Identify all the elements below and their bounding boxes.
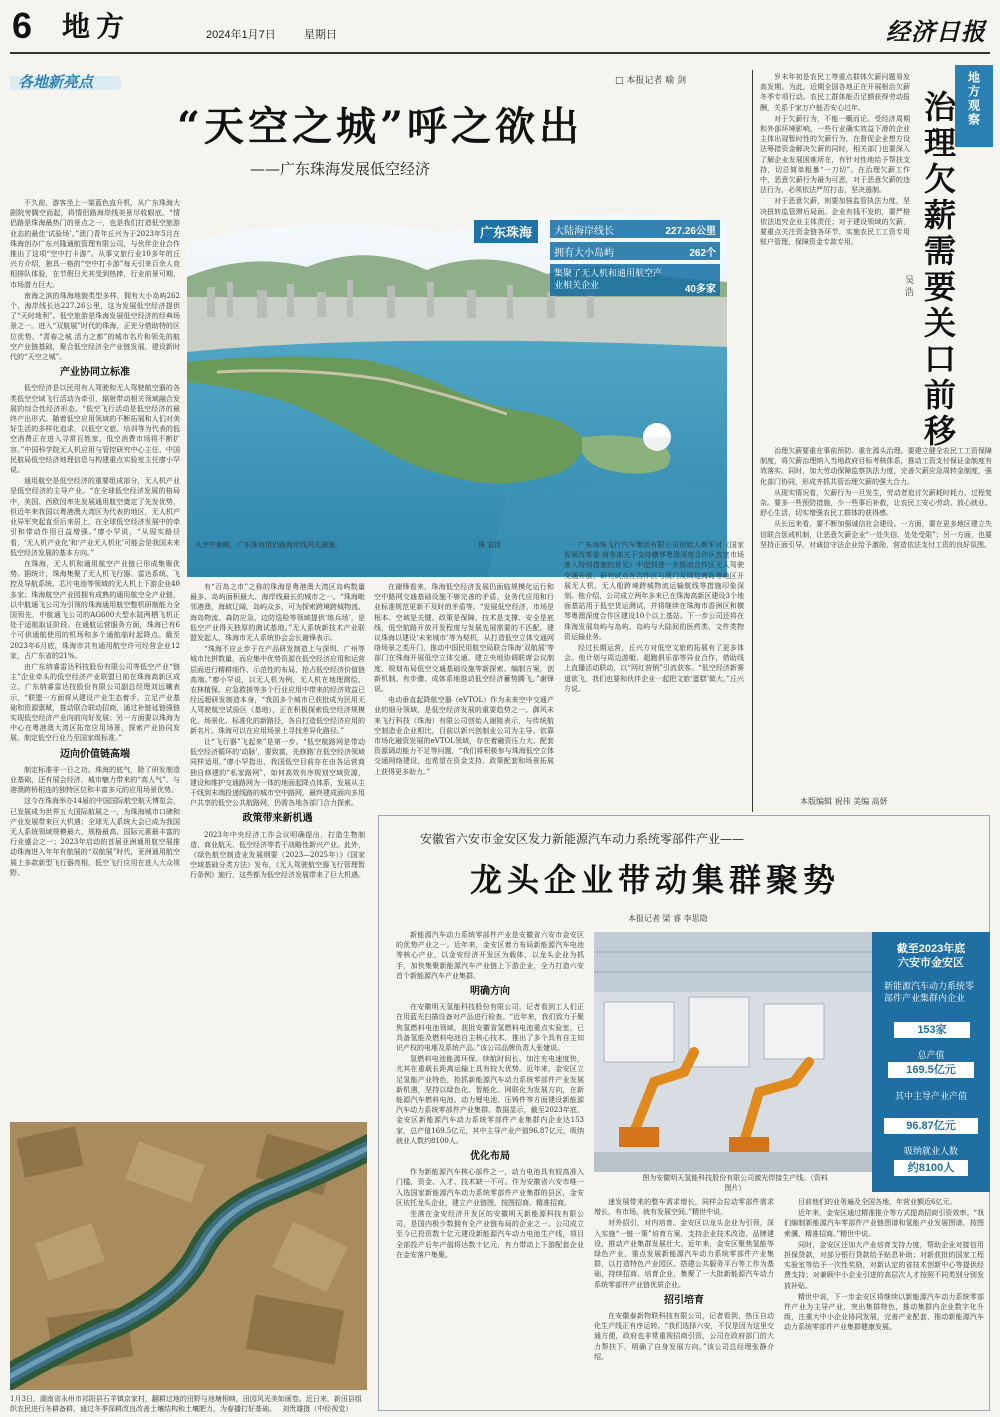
subhead: 政策带来新机遇: [242, 813, 313, 825]
story2-byline: 本报记者 梁 睿 李思隐: [628, 914, 708, 923]
photo-caption: 从空中俯瞰，广东珠海情侣路海岸线风光旖旎。: [195, 541, 342, 549]
column-tag-label: 各地新亮点: [18, 73, 94, 91]
story2-column-2: 速发展带来的整车需求增长，同样会拉动零部件需求增长，有市场，就有发展空间。”精世中说。 对外招引，对内培育。金安区以龙头企业为引领，深入实施“一链一策”培育方案，支持企业技术改造、品牌建设，推动产业集群发展壮大。近年来，金安区聚焦氢能等绿色产业，重点发展新能源汽车动力系统零部件产业集群，以打造特色产业园区、搭建公共服务平台等工作为基础，持续招商、培育企业，集聚了一大批新能源汽车动力系统零部件产业链优质企业。 招引培育 在安徽泰新物联科技有限公司，记者看到，热压自动化生产线正有序运转。“我们选择六安，不仅是因为这里交通方便，政府也非常重视招商引资，公司在政府部门的大力帮扶下，明确了自身发展方向。”该公司总经理张静介绍。: [594, 1198, 774, 1361]
farmland-photo: [10, 1122, 367, 1390]
story1-column-4: 广东海珠飞行汽车集团有限公司创始人颜军对《国家发展改革委 商务部关于支持横琴粤澳深度合作区放宽市场准入特别措施的意见》中提到进一步推动合作区无人驾驶交通开放，研究试点在合作区与澳门及周边海岛等地区开展无人机、无人船跨境跨城物流运输航线等措施印象深刻。他介绍，公司成立两年多来已在珠海高新区建设3个地面基站用于低空货运测试，并将继续在珠海市香洲区和横琴粤澳深度合作区建设10个以上基站。下一步公司还将在珠海发展岛屿与岛屿、岛屿与大陆间的医药类、文件类物资运输业务。 经过长期运营，丘兴方对低空文旅的拓展有了更多体会。他计划与周边游艇、超跑俱乐部等异业合作，借助线上直播活动联动，以“网红营销”引流获客。“低空经济新赛道欲飞，我们也要和伙伴企业一起把文旅‘蛋糕’做大。”丘兴方说。: [564, 541, 744, 693]
infographic-place: 广东珠海: [474, 220, 538, 243]
farmland-credit: 刘贵雄摄（中经视觉）: [282, 1405, 353, 1413]
column-tag: [10, 70, 122, 92]
story1-infographic: [480, 210, 725, 320]
opinion-divider: [752, 70, 753, 812]
opinion-author: 吴 浩: [903, 275, 913, 296]
infographic-row: 拥有大小岛屿 262个: [550, 242, 720, 260]
infographic-row: 大陆海岸线长 227.26公里: [550, 220, 720, 238]
story2-kicker: 安徽省六安市金安区发力新能源汽车动力系统零部件产业——: [420, 832, 745, 846]
subhead: 产业协同立标准: [60, 367, 130, 379]
story1-column-1: 不久前，游客坐上一架蓝色直升机，从广东珠海大剧院旁腾空而起，将情侣路海岸线美景尽收眼底。“情侣路是珠海最热门的景点之一，也是我们打造低空旅游业态的最佳‘试验场’。”澳门青年丘兴为于2023年5月在珠海创办广东兴隆通航管理有限公司，与伙伴企业合作推出了这项“空中打卡游”。从事文旅行业10多年的丘兴方介绍，独具一格的“空中打卡游”每天引来百余人竞相排队体验，在节假日尤其受到热捧，行业前景可期，市场潜力巨大。 南海之滨的珠海地貌类型多样，拥有大小岛屿262个，海岸线长达227.26公里，这为发展低空经济提供了“天时地利”。低空旅游是珠海发展低空经济的经典场景之一。进入“双航展”时代的珠海，正充分借助特的区位优势、“青春之城 活力之都”的城市名片和领先的航空产业链基础，聚合低空经济全产业链发展，建设新时代的“天空之城”。 产业协同立标准 低空经济是以民用有人驾驶和无人驾驶航空器的各类低空空域飞行活动为牵引，辐射带动相关领域融合发展的综合性经济形态。“低空飞行活动是低空经济的最终产出形式。随着低空应用领域的不断拓展和人们对美好生活的多样化追求，以低空文旅、培训等为代表的低空消费正在进入寻常百姓家，低空消费市场将不断扩容。”中国科学院无人机应用与管控研究中心主任、中国民航局低空经济地理信息与构建重点实验室主任廖小罕说。 通用航空是低空经济的重要组成部分，无人机产业是低空经济的主导产业。“在全球低空经济发展的格局中，美国、西欧因率先发展通用航空奠定了先发优势，但近年来我国以粤港澳大湾区为代表的地区，无人机产业异军突起直至后来居上，在全球低空经济发展中的牵引和带动作用日益增强。”廖小罕说，“从现实路径看，‘无人机产业化’和‘产业无人机化’可能会是我国未来低空经济发展的基本方向。” 在珠海，无人机和通用航空产业链已形成集聚优势。据统计，珠海集聚了无人机飞行器、雷达系统、飞控及导航系统、芯片电池等领域的无人机上下游企业40多家；珠海航空产业园拥有成熟的通用航空全产业链，以中航通飞公司为引领的珠海通用航空整机研制能力全国领先，中航通飞公司的AG600大型水陆两栖飞机正处于适航取证阶段。在通航运营服务方面，珠海已有6个可供通航使用的机场和多个通航临时起降点。截至2023年6月底，珠海市共有通用航空许可经营企业12家，占广东省的21%。 由广东纳睿雷达科技股份有限公司等低空产业“链主”企业牵头的低空经济产业联盟日前在珠海高新区成立。广东纳睿雷达技股份有限公司副总经理刘远曦表示，“联盟一方面将从建设产业生态着手，立足产业基础和资源禀赋，推动联合联动招商，通过补链延链强链实现低空经济产业向前向好发展；另一方面要以珠海为中心在粤港澳大湾区拓宽应用场景，探索产业协同发展，制定低空行业乃至国家级标准。” 迈向价值链高端 制定标准非一日之功。珠海的底气，除了研发制造业基础，还有展会经济、城市魅力带来的“高人气”、与港澳跨桥相连的独特区位和丰富多元的应用场景优势。 这今在珠海举办14届的中国国际航空航天博览会，已发展成为世界五大国际航展之一，为珠海城市口碑和产业发展带来巨大机遇；全球无人系统大会已成为我国无人系统领域规模最大、规格最高、国际元素最丰富的行业盛会之一；2023年启动的首届亚洲通用航空展推动珠海进入年年有航展的“双航展”时代，亚洲通用航空展上多款新型飞行器亮相，低空飞行应用在进入大众视野。: [10, 199, 180, 877]
masthead: [10, 6, 990, 52]
story2-column-1: 新能源汽车动力系统零部件产业是安徽省六安市金安区的优势产业之一。近年来，金安区着力布局新能源汽车电池等核心产业，以金安经济开发区为载体，以龙头企业为抓手，加快集聚新能源汽车产业链上下游企业，全力打造六安首个新能源汽车产业集群。 明确方向 在安徽明天氢能科技股份有限公司，记者看到工人们正在用蓝光扫描设备对产品进行检查。“近年来，我们致力于聚焦氢燃料电池领域，获批安徽省氢燃料电池重点实验室，已具备氢能及燃料电池自主核心技术，推出了多个具有自主知识产权的电堆及系统产品。”该公司品牌负责人张婕说。 氢燃料电池能源环保、续航时间长、加注充电速度快，尤其在重载长距离运输上具有较大优势。近年来，金安区立足氢能产业特色，抢抓新能源汽车动力系统零部件产业发展新机遇，坚持以绿色化、智能化、网联化为发展方向，在新能源汽车燃料电池、动力锂电池、压铸件等方面建设新能源汽车动力系统零部件产业集群。数据显示，截至2023年底，金安区新能源汽车动力系统零部件产业集群内企业达153家，总产值169.5亿元，其中主导产业产值96.87亿元，吸纳就业人数约8100人。 优化布局 作为新能源汽车核心部件之一，动力电池具有较高准入门槛，资金、人才、技术缺一不可。作为安徽省六安市唯一入选国家新能源汽车动力系统零部件产业集群的县区，金安区依托龙头企业，建立产业链图，按图招商、精准招商。 坐落在金安经济开发区的安徽明天新能源科技有限公司，是国内极少数拥有全产业链布局的企业之一。公司成立至今已投资数十亿元建设新能源汽车动力电池生产线，项目全部投产后年产值将达数十亿元，有力带动上下游配套企业在金安落户集聚。: [396, 931, 584, 1259]
story1-column-2: 有“百岛之市”之称的珠海是粤港澳大湾区岛屿数量最多、岛屿面积最大、海岸线最长的城市之一。“珠海毗邻港澳，海域辽阔，岛屿众多，可为探索跨境跨城物流、海岛物流、森防应急、边防巡检等领域提供‘练兵场’，是低空产业得天独厚的测试基地。”无人系统新技术产业联盟发起人、珠海市无人系统协会会长谢锋表示。 “珠海不应止步于在产品研发制造上与深圳、广州等城市比拼数量，而应集中优势资源在低空经济应用和运营层面进行精耕细作、示范性的布局，抢占低空经济价值链高端。”廖小罕说，以无人机为例，无人机在地理测绘、农林植保、应急救援等多个行业应用中带来的经济效益已经远超研发制造本身，“我国多个城市已获批成为民用无人驾驶航空试验区（基地），正在积极探索低空经济规模化、场景化、标准化的新路径，各自打造低空经济应用的新名片。珠海可以在应用场景上寻找差异化路径。” 让“飞行器”飞起来”是第一步。“低空航路网是带动低空经济循环的‘动脉’，要致富，先修路’在低空经济领域同样适用。”廖小罕指出，我国低空目前存在由各运营商独自修建的“私家路网”，如何高效有序规划空域资源，建设和维护交通路网为一体的地面起降点体系，发展从主干线到末端投递线路的城市空中路网，最终建成面向多用户共享的低空公共航路网，仍需各地各部门合力探索。 政策带来新机遇 2023年中央经济工作会议明确提出，打造生物制造、商业航天、低空经济等若干战略性新兴产业。此外，《绿色航空制造业发展纲要（2023—2025年）》《国家空域基础分类方法》发布，《无人驾驶航空器飞行管理暂行条例》施行，这些都为低空经济发展带来了巨大机遇。: [190, 583, 365, 880]
newspaper-logo: 经济日报: [886, 17, 986, 46]
story2-title: 龙头企业带动集群聚势: [470, 861, 841, 899]
subhead: 明确方向: [470, 986, 510, 998]
opinion-text-top: 岁末年初是农民工等重点群体欠薪问题易发高发期。为此，近期全国各地正在开展根治欠薪冬季专项行动。农民工群体能否足额获得劳动报酬，关系千家万户能否安心过年。 对于欠薪行为，不能一概而论。受经济周期和外部环境影响，一些行业确实效益下滑的企业主体出现暂时性的欠薪行为，在督促企业想方设法筹措资金解决欠薪的同时，相关部门也要深入了解企业发展困难所在，有针对性地给予帮扶支持，切忌简单粗暴“一刀切”。在治理欠薪工作中，恶意欠薪行为最为可恶，对于恶意欠薪的违法行为，必须依法严厉打击，坚决遏制。 对于恶意欠薪，则要加强监管执法力度，坚决扭转监管滞后局面。企业有钱不发的，要严格依法追究企业主体责任；对于建设领域的欠薪，要重点关注资金链各环节，实施农民工工资专用账户管理，保障资金专款专用。: [760, 73, 910, 247]
story2-column-3: 目前他们的业务遍及全国各地，年营业额近6亿元。 近年来，金安区通过精准推介等方式提高招商引资效率。“我们编制新能源汽车零部件产业链图谱和氢能产业发展图谱，按图索骥，精准招商。”精世中说。 同时，金安区还加大产业培育支持力度，帮助企业对接信用担保贷款，对部分银行贷款给予贴息补助；对新获批的国家工程实验室等给予一次性奖励，对新认定的省技术创新中心等提供经费支持；对兼顾中小企业引进的高层次人才按照不同类别分别发放补贴。 精世中说，下一步金安区将继续以新能源汽车动力系统零部件产业为主导产业，突出集群特色，推动集群内企业数字化升级，注重大中小企业协同发展，完善产业配套，推动新能源汽车动力系统零部件产业集群健康发展。: [784, 1198, 984, 1332]
opinion-tag: 地方观察: [955, 65, 993, 147]
story1-column-3: 在谢锋看来，珠海低空经济发展仍面临规模化运行和空中路网交通基础设施不够完善的矛盾、业务代应用和行业标准规范更新不及时的矛盾等。“发展低空经济，市场是根本、空域是关键、政策是保障、技术是支撑、安全是底线，低空航路开放开发程度与发展先展需要的不匹配，建议珠海以建设‘未来城市’等为契机，从打造低空立体交通网络场景之类开门，推动中国民用航空局联合珠海‘双航展’等部门在珠海开展低空立体交通、建立央地协调联席会议制度、规划布局低空交通基础设施等新探索、编制方案，创新机制、有步骤、成体系地推动低空经济蓄势腾飞。”谢锋说。 电动垂直起降航空器（eVTOL）作为未来空中交通产业的细分领域，是低空经济发展的重要趋势之一。御风未来飞行科技（珠海）有限公司创始人谢陵表示，与传统航空制造业企业相比，目前以新兴创制业公司为主导、依靠市场化融资发展的eVTOL领域，存在着融资压力大、配套资源调动能力不足等问题，“我们将积极参与珠海低空立体交通网络建设，也希望在资金支持、政策配套和场景拓展上获得更多助力。”: [374, 583, 554, 776]
subhead: 招引培育: [664, 1294, 704, 1306]
farmland-caption: 1月3日，湖南省永州市祁阳县石羊镇京家村，翻耕过地的田野与池塘相映，田园风光美如画卷。近日来，新田县组织农民进行冬耕备耕，通过冬季深耕改良改善土壤结构和土壤肥力，为春播打好基础。 刘贵雄摄（中经视觉）: [10, 1395, 362, 1413]
section-name: 地方: [62, 10, 131, 43]
page-number: 6: [12, 5, 33, 46]
opinion-text-bottom: 治理欠薪要重在事前预防、重在源头治理。要建立健全农民工工资保障制度，将欠薪治理纳入当地政府目标考核体系，推动工资支付保证金制度有效落实。同时，加大劳动保障监察执法力度，完善欠薪应急周转金制度，强化部门协同，形成齐抓共管治理欠薪的强大合力。 从现实情况看，欠薪行为一旦发生，劳动者追讨欠薪耗时耗力、过程复杂。要多一些预防措施，少一些事后补救，让农民工安心劳动、放心就业、舒心生活，切实增强农民工群体的获得感。 从长远来看，要不断加强诚信社会建设。一方面，要在更多地区建立失信联合惩戒机制，让恶意欠薪企业“一处失信、处处受限”；另一方面，也要坚持正面引导，对诚信守法企业给予激励，营造依法支付工资的良好氛围。: [760, 447, 992, 549]
infographic-row: 集聚了无人机和通用航空产业相关企业 40多家: [550, 264, 720, 296]
issue-weekday: 星期日: [304, 29, 337, 41]
masthead-rule: [10, 52, 990, 54]
factory-photo: [594, 932, 874, 1172]
subhead: 迈向价值链高端: [60, 748, 130, 760]
subhead: 优化布局: [470, 1151, 510, 1163]
story1-subtitle: ——广东珠海发展低空经济: [250, 160, 431, 178]
factory-photo-caption: 图为安徽明天氢能科技股份有限公司激光焊接生产线。（资料图片）: [642, 1174, 828, 1192]
story1-title: “天空之城”呼之欲出: [176, 103, 583, 150]
opinion-title: 治理欠薪需要关口前移: [919, 90, 957, 450]
story1-byline: □ 本报记者 喻 剑: [615, 76, 687, 86]
photo-credit: 珠 宣摄: [478, 541, 502, 549]
page-editors: 本版编辑 祝伟 美编 高妍: [800, 797, 888, 806]
story2-infobox: 截至2023年底 六安市金安区 新能源汽车动力系统零部件产业集群内企业 153家 总产值 169.5亿元 其中主导产业产值 96.87亿元 吸纳就业人数 约8100人: [872, 932, 990, 1192]
issue-date: 2024年1月7日: [206, 29, 276, 41]
